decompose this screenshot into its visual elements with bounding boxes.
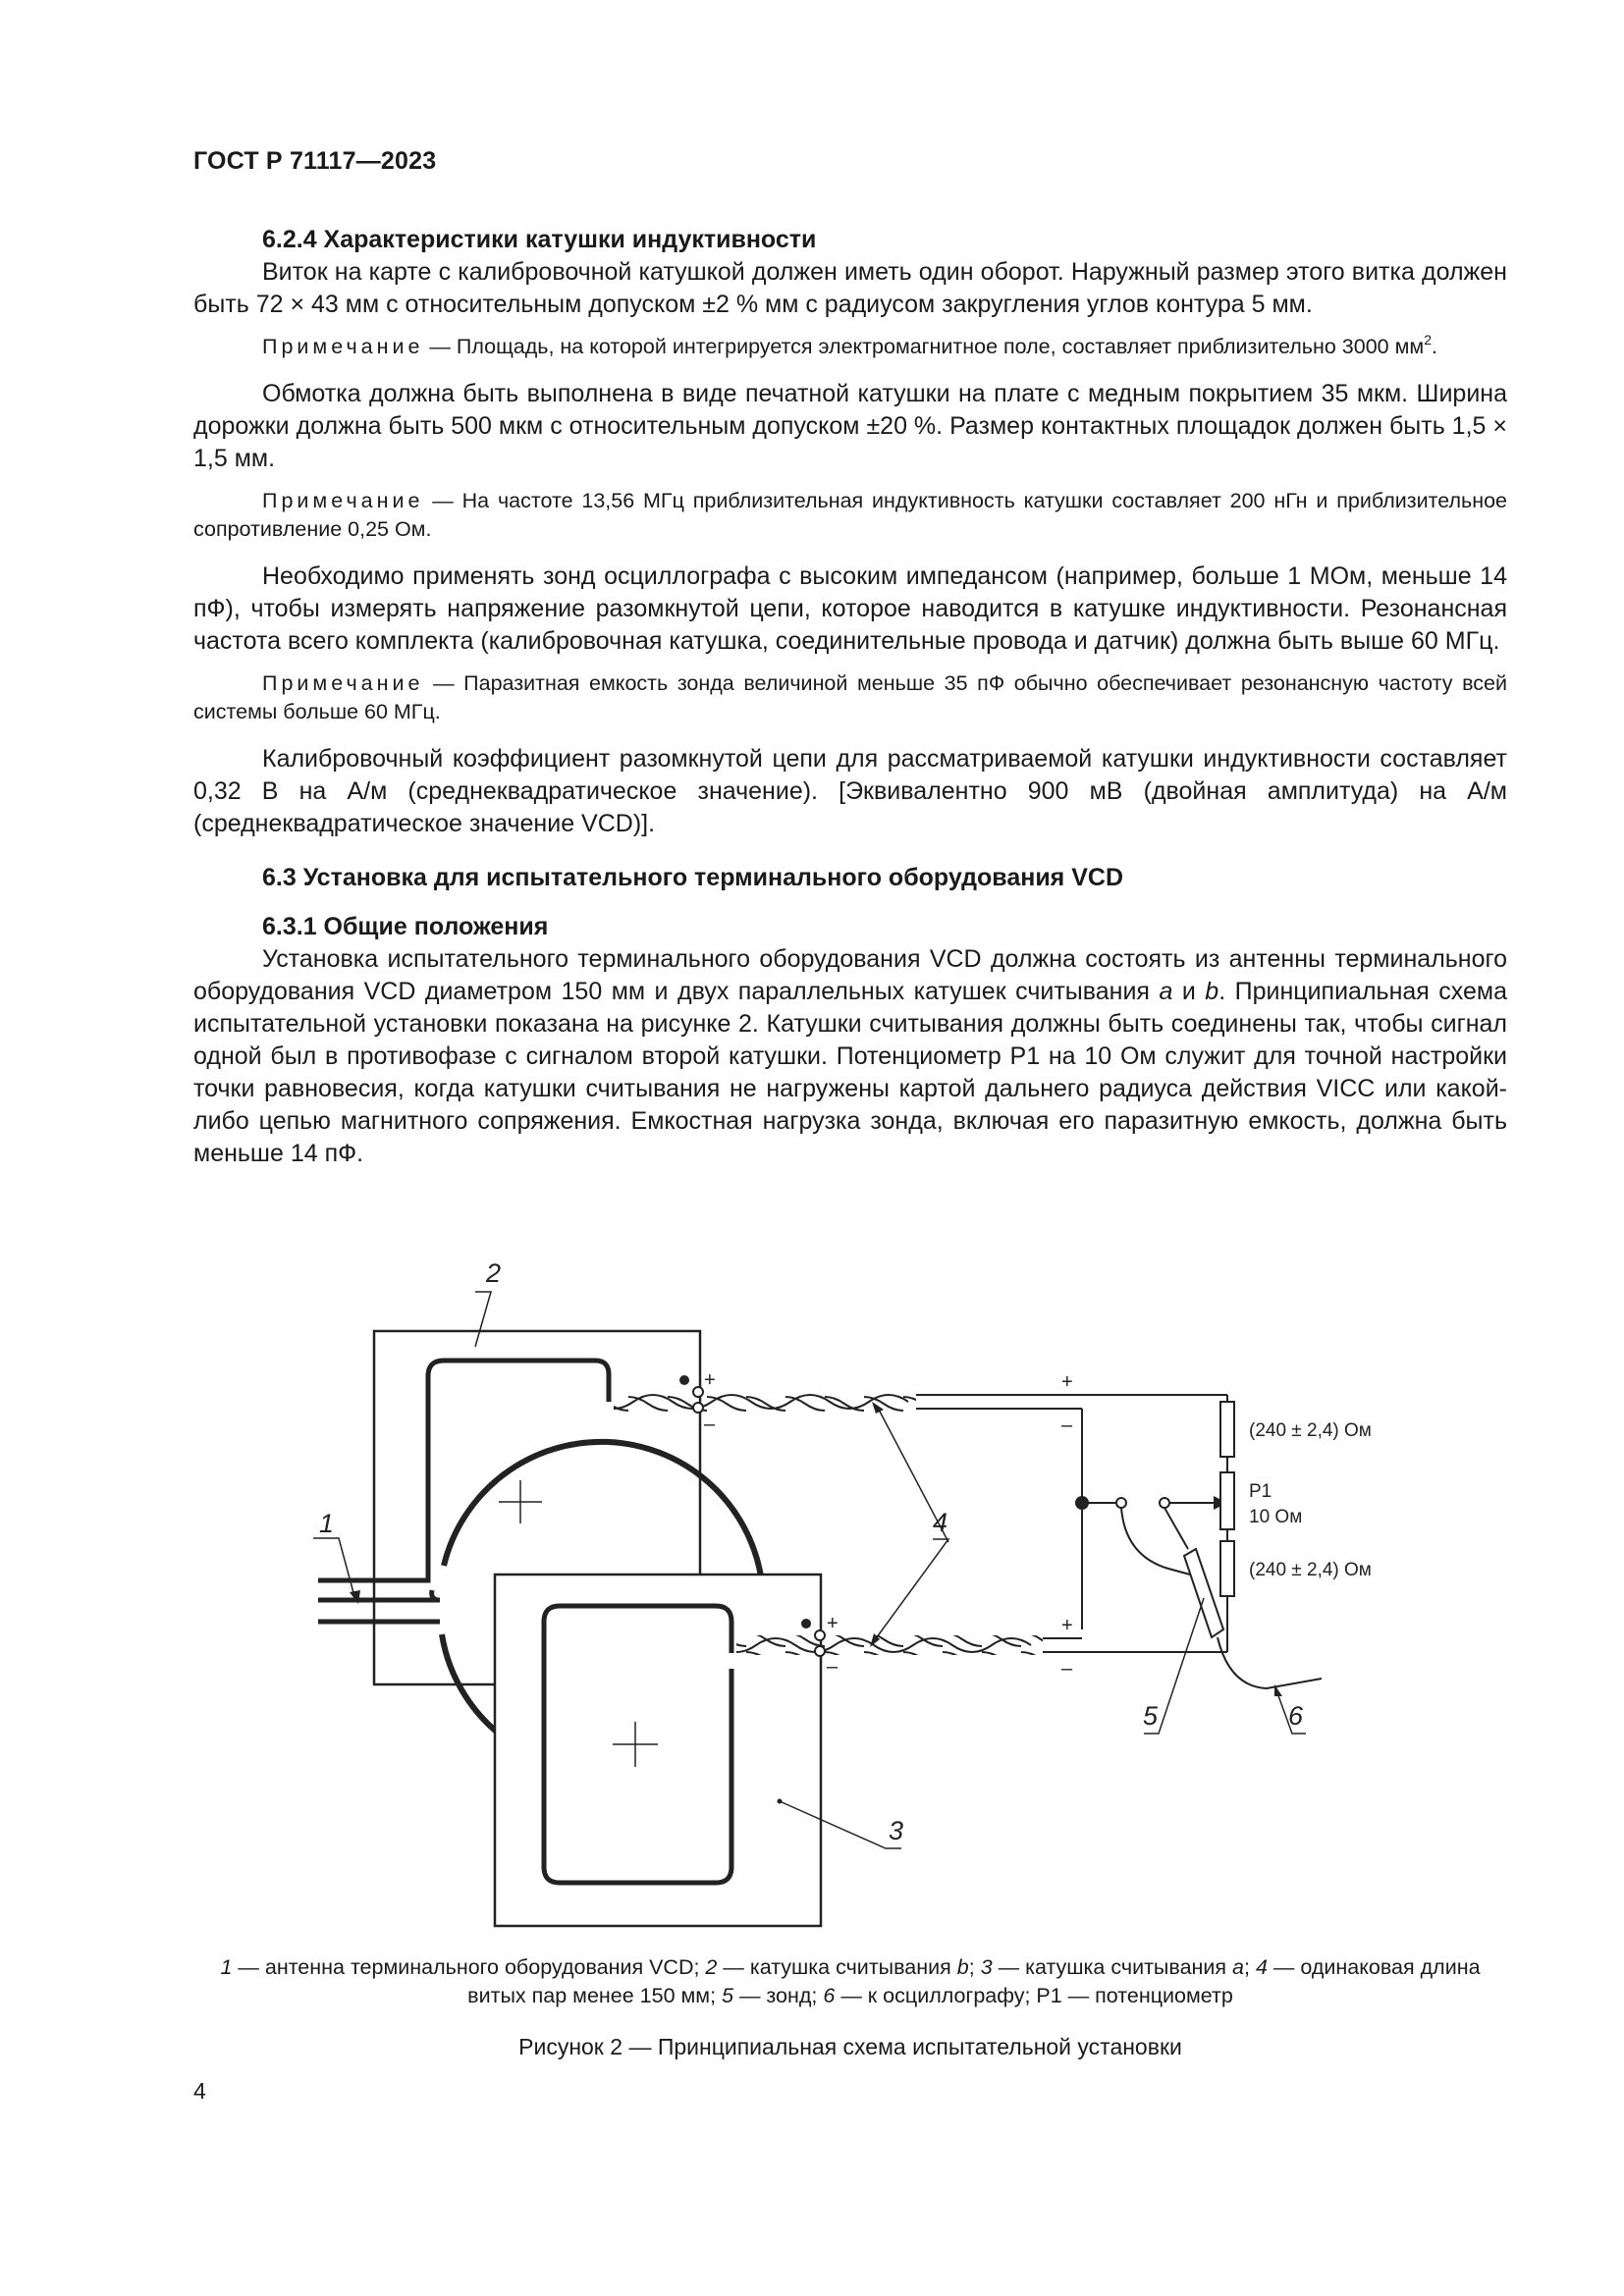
antenna-lead-bend xyxy=(432,1590,440,1600)
note xyxy=(193,487,1507,544)
text: и xyxy=(1172,978,1206,1005)
polarity-minus: – xyxy=(1061,1658,1073,1680)
terminal xyxy=(693,1387,703,1397)
legend-num: 5 xyxy=(722,1984,733,2007)
terminal-dot xyxy=(801,1619,811,1629)
terminal xyxy=(815,1630,825,1640)
legend-text: витых пар менее 150 мм; xyxy=(467,1984,723,2007)
leader-3-dot xyxy=(778,1799,783,1804)
resistor-bottom-label: (240 ± 2,4) Ом xyxy=(1249,1560,1372,1580)
note-label: Примечание xyxy=(262,671,424,695)
legend-text: — катушка считывания xyxy=(717,1955,957,1979)
legend-num: 2 xyxy=(705,1955,718,1979)
legend-num: 1 xyxy=(220,1955,233,1979)
legend-num: 6 xyxy=(823,1984,836,2007)
antenna-circle xyxy=(444,1442,761,1576)
note xyxy=(193,333,1507,361)
paragraph: Необходимо применять зонд осциллографа с высоким импедансом (например, больше 1 МОм, меньше 14 пФ), чтобы измерять напряжение разомкнутой цепи, которое наводится в катушке индуктивности. Резонансная частота всего комплекта (калибровочная катушка, соединительные провода и датчик) должна быть выше 60 МГц. xyxy=(193,562,1507,655)
resistor-bottom xyxy=(1220,1541,1234,1596)
probe-ground-lead xyxy=(1121,1508,1190,1575)
text: Установка испытательного терминального оборудования VCD должна состоять из антенны терминального оборудования VCD диаметром 150 мм и двух параллельных катушек считывания xyxy=(193,945,1507,1005)
legend-italic: b xyxy=(956,1955,969,1979)
document-header: ГОСТ Р 71117—2023 xyxy=(193,147,437,175)
polarity-plus: + xyxy=(1061,1615,1073,1636)
note xyxy=(193,669,1507,726)
legend-line-2 xyxy=(193,1982,1507,2010)
label-1: 1 xyxy=(319,1509,335,1538)
legend-line-1 xyxy=(193,1953,1507,1982)
terminal-dot xyxy=(679,1375,689,1385)
document-body xyxy=(193,224,1507,1170)
probe-body xyxy=(1184,1549,1223,1637)
figure-legend xyxy=(193,1953,1507,2010)
schematic-svg xyxy=(295,1245,1424,1942)
polarity-plus: + xyxy=(704,1369,716,1391)
note-text: — На частоте 13,56 МГц приблизительная индуктивность катушки составляет 200 нГн и приблизительное сопротивление 0,25 Ом. xyxy=(193,489,1507,541)
legend-num: 3 xyxy=(980,1955,993,1979)
note-label: Примечание xyxy=(262,335,424,358)
probe-ground-terminal xyxy=(1116,1498,1126,1508)
terminal xyxy=(693,1403,703,1413)
leader-1 xyxy=(313,1538,355,1600)
polarity-plus: + xyxy=(827,1613,839,1634)
heading-6-2-4: 6.2.4 Характеристики катушки индуктивности xyxy=(262,226,817,253)
paragraph xyxy=(193,943,1507,1170)
legend-text: — одинаковая длина xyxy=(1267,1955,1481,1979)
legend-text: ; xyxy=(1244,1955,1256,1979)
figure-title: Рисунок 2 — Принципиальная схема испытательной установки xyxy=(518,2034,1182,2059)
note-text: — Площадь, на которой интегрируется электромагнитное поле, составляет приблизительно 3000 мм xyxy=(423,335,1425,358)
legend-text: — антенна терминального оборудования VCD; xyxy=(232,1955,706,1979)
page-number: 4 xyxy=(193,2078,206,2104)
label-6: 6 xyxy=(1288,1701,1304,1731)
legend-italic: a xyxy=(1232,1955,1244,1979)
legend-text: — зонд; xyxy=(732,1984,824,2007)
polarity-plus: + xyxy=(1061,1371,1073,1393)
heading-6-3-1: 6.3.1 Общие положения xyxy=(262,913,549,940)
superscript: 2 xyxy=(1424,332,1432,347)
label-5: 5 xyxy=(1143,1701,1159,1731)
probe-tip-terminal xyxy=(1160,1498,1169,1508)
label-2: 2 xyxy=(486,1258,502,1288)
legend-text: — к осциллографу; Р1 — потенциометр xyxy=(835,1984,1233,2007)
heading-6-3: 6.3 Установка для испытательного терминального оборудования VCD xyxy=(262,864,1124,891)
label-4: 4 xyxy=(933,1508,948,1537)
coil-b-winding xyxy=(318,1361,609,1580)
note-text: — Паразитная емкость зонда величиной меньше 35 пФ обычно обеспечивает резонансную частоту всей системы больше 60 МГц. xyxy=(193,671,1507,723)
note-end: . xyxy=(1431,335,1437,358)
potentiometer-p1 xyxy=(1220,1472,1234,1529)
probe-tip-lead xyxy=(1164,1508,1188,1549)
polarity-minus: – xyxy=(704,1414,716,1435)
paragraph: Калибровочный коэффициент разомкнутой цепи для рассматриваемой катушки индуктивности составляет 0,32 В на А/м (среднеквадратическое значение). [Эквивалентно 900 мВ (двойная амплитуда) на А/м (среднеквадратическое значение VCD)]. xyxy=(193,745,1507,837)
oscilloscope-cable xyxy=(1218,1637,1322,1688)
potentiometer-value: 10 Ом xyxy=(1249,1507,1303,1527)
leader-4b xyxy=(874,1539,948,1641)
leader-2 xyxy=(475,1292,491,1347)
label-3: 3 xyxy=(889,1816,904,1845)
resistor-top xyxy=(1220,1402,1234,1457)
legend-text: ; xyxy=(968,1955,981,1979)
paragraph: Виток на карте с калибровочной катушкой должен иметь один оборот. Наружный размер этого витка должен быть 72 × 43 мм с относительным допуском ±2 % мм с радиусом закругления углов контура 5 мм. xyxy=(193,258,1507,318)
legend-text: — катушка считывания xyxy=(992,1955,1233,1979)
resistor-top-label: (240 ± 2,4) Ом xyxy=(1249,1420,1372,1441)
schematic-diagram xyxy=(295,1245,1424,1942)
polarity-minus: – xyxy=(827,1656,839,1678)
potentiometer-name: Р1 xyxy=(1249,1481,1272,1502)
text: . Принципиальная схема испытательной установки показана на рисунке 2. Катушки считывания должны быть соединены так, чтобы сигнал одной был в противофазе с сигналом второй катушки. Потенциометр Р1 на 10 Ом служит для точной настройки точки равновесия, когда катушки считывания не нагружены картой дальнего радиуса действия VICC или какой-либо цепью магнитного сопряжения. Емкостная нагрузка зонда, включая его паразитную емкость, должна быть меньше 14 пФ. xyxy=(193,978,1508,1167)
terminal xyxy=(815,1646,825,1656)
legend-num: 4 xyxy=(1255,1955,1268,1979)
italic-b: b xyxy=(1205,978,1219,1005)
paragraph: Обмотка должна быть выполнена в виде печатной катушки на плате с медным покрытием 35 мкм. Ширина дорожки должна быть 500 мкм с относительным допуском ±20 %. Размер контактных площадок должен быть 1,5 × 1,5 мм. xyxy=(193,380,1507,472)
italic-a: a xyxy=(1159,978,1173,1005)
note-label: Примечание xyxy=(262,489,424,512)
polarity-minus: – xyxy=(1061,1415,1073,1436)
